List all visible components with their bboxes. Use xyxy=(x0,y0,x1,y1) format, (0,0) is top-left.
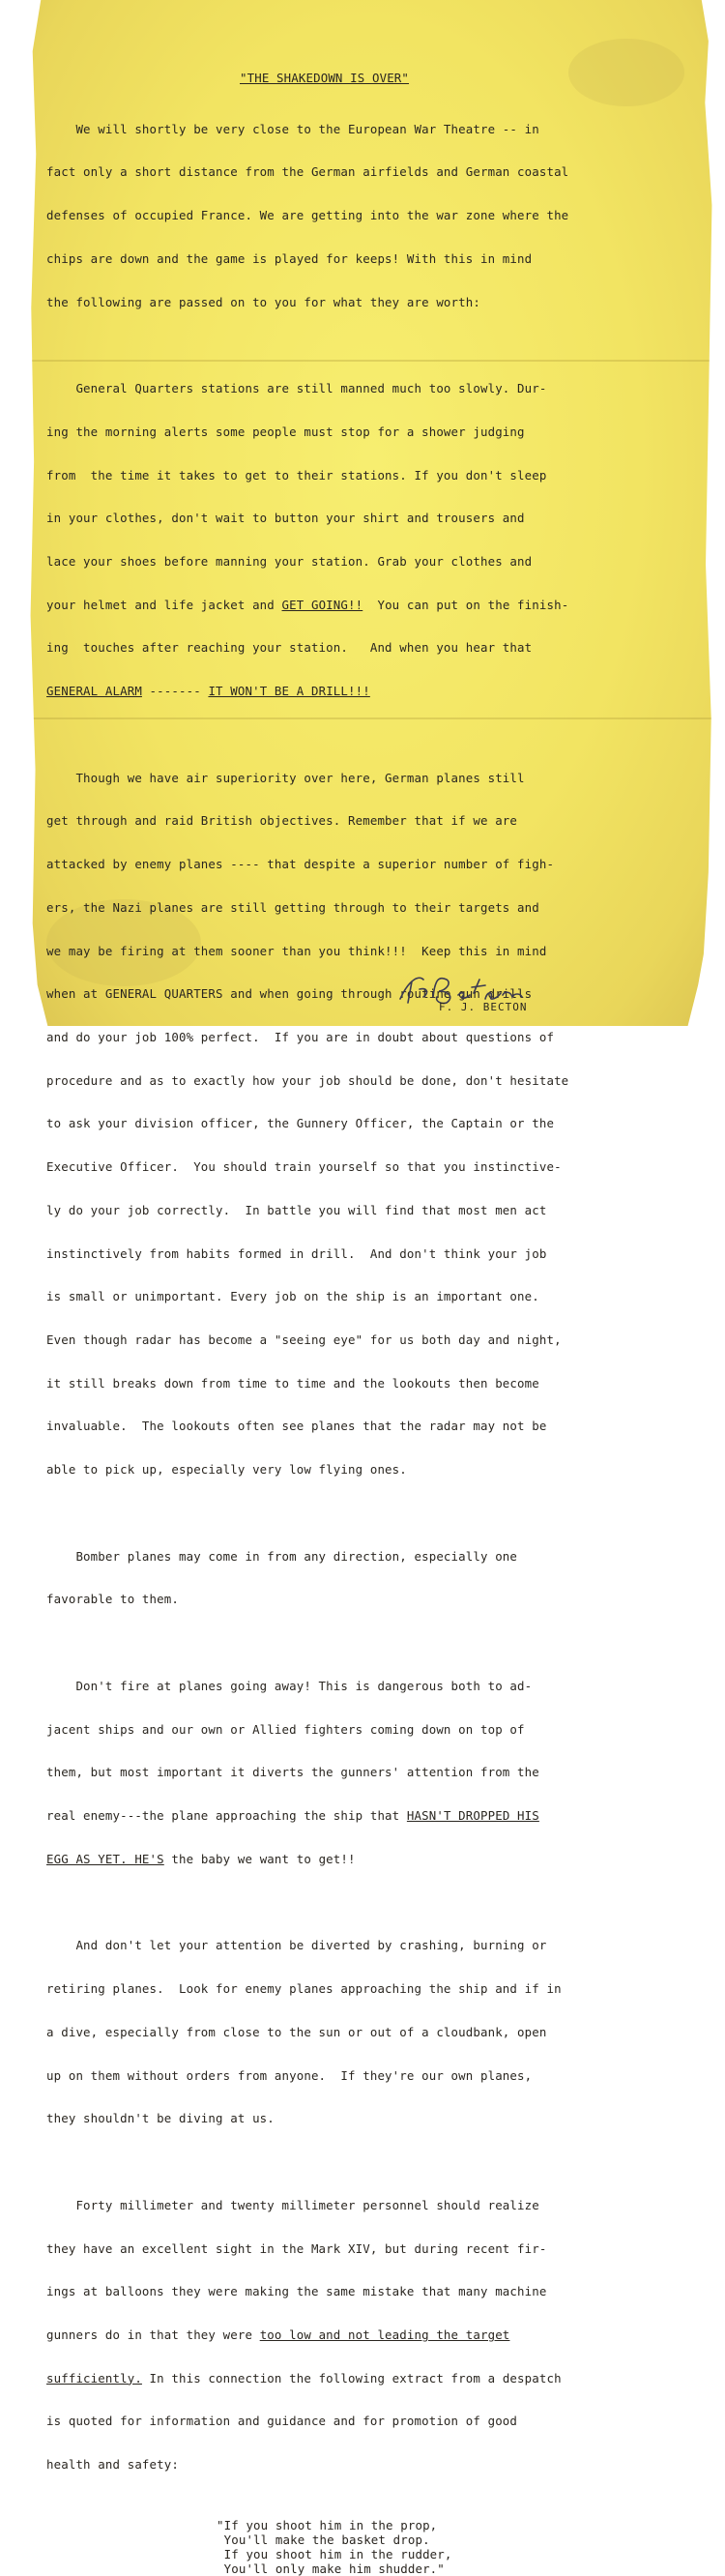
text-line: chips are down and the game is played for keeps! With this in mind xyxy=(46,250,533,266)
paragraph-dont-fire xyxy=(46,1651,665,1895)
paragraph-general-quarters xyxy=(46,353,665,728)
text-line: Executive Officer. You should train yourself so that you instinctive- xyxy=(46,1159,562,1175)
text-line: is quoted for information and guidance and for promotion of good xyxy=(46,2414,518,2429)
signature-block xyxy=(391,970,584,1018)
text-line: in your clothes, don't wait to button your shirt and trousers and xyxy=(46,511,525,526)
text-line: your helmet and life jacket and GET GOING!! You can put on the finish- xyxy=(46,597,569,612)
text-line: they have an excellent sight in the Mark XIV, but during recent fir- xyxy=(46,2240,547,2256)
text-line: GENERAL ALARM ------- IT WON'T BE A DRILL!!! xyxy=(46,684,370,699)
text-line: We will shortly be very close to the European War Theatre -- in xyxy=(46,121,539,136)
text-line: sufficiently. In this connection the following extract from a despatch xyxy=(46,2370,562,2386)
text-line: they shouldn't be diving at us. xyxy=(46,2111,275,2126)
text-line: favorable to them. xyxy=(46,1592,179,1607)
text-line: a dive, especially from close to the sun or out of a cloudbank, open xyxy=(46,2024,547,2039)
text-line: EGG AS YET. HE'S the baby we want to get!! xyxy=(46,1851,356,1866)
text-line: health and safety: xyxy=(46,2457,179,2473)
text-line: General Quarters stations are still manned much too slowly. Dur- xyxy=(46,381,547,396)
text-line: to ask your division officer, the Gunnery Officer, the Captain or the xyxy=(46,1116,555,1131)
text-line: get through and raid British objectives. Remember that if we are xyxy=(46,813,518,829)
verse-line: If you shoot him in the rudder, xyxy=(217,2546,452,2561)
text-line: able to pick up, especially very low flying ones. xyxy=(46,1462,407,1478)
text-line: ing touches after reaching your station. And when you hear that xyxy=(46,640,533,656)
text-line: Bomber planes may come in from any direction, especially one xyxy=(46,1548,518,1564)
text-line: from the time it takes to get to their stations. If you don't sleep xyxy=(46,467,547,483)
text-line: them, but most important it diverts the gunners' attention from the xyxy=(46,1765,539,1780)
text-line: defenses of occupied France. We are getting into the war zone where the xyxy=(46,208,569,223)
text-line: attacked by enemy planes ---- that despite a superior number of figh- xyxy=(46,857,555,872)
paragraph-attention xyxy=(46,1911,665,2155)
paragraph-intro xyxy=(46,94,665,338)
text-line: invaluable. The lookouts often see planes that the radar may not be xyxy=(46,1419,547,1434)
quoted-verse xyxy=(217,2519,665,2576)
text-line: we may be firing at them sooner than you think!!! Keep this in mind xyxy=(46,943,547,958)
verse-line: You'll make the basket drop. xyxy=(217,2532,430,2547)
text-line: ly do your job correctly. In battle you will find that most men act xyxy=(46,1202,547,1217)
text-line: Forty millimeter and twenty millimeter personnel should realize xyxy=(46,2197,539,2212)
text-line: instinctively from habits formed in drill. And don't think your job xyxy=(46,1245,547,1261)
text-line: jacent ships and our own or Allied fighters coming down on top of xyxy=(46,1721,525,1737)
text-line: ing the morning alerts some people must stop for a shower judging xyxy=(46,424,525,439)
text-line: when at GENERAL QUARTERS and when going through routine gun drills xyxy=(46,986,533,1002)
text-line: and do your job 100% perfect. If you are in doubt about questions of xyxy=(46,1030,555,1044)
text-line: Though we have air superiority over here, German planes still xyxy=(46,770,525,785)
text-line: lace your shoes before manning your station. Grab your clothes and xyxy=(46,554,533,569)
text-line: Even though radar has become a "seeing eye" for us both day and night, xyxy=(46,1332,562,1348)
memo-body xyxy=(46,72,665,2576)
text-line: gunners do in that they were too low and not leading the target xyxy=(46,2327,510,2342)
memo-title: "THE SHAKEDOWN IS OVER" xyxy=(240,71,410,85)
paragraph-bomber-planes xyxy=(46,1521,665,1636)
paragraph-mark-xiv xyxy=(46,2170,665,2502)
paragraph-air-superiority xyxy=(46,743,665,1507)
text-line: up on them without orders from anyone. If they're our own planes, xyxy=(46,2067,533,2083)
text-line: ers, the Nazi planes are still getting through to their targets and xyxy=(46,899,539,915)
text-line: is small or unimportant. Every job on the ship is an important one. xyxy=(46,1289,539,1304)
text-line: procedure and as to exactly how your job should be done, don't hesitate xyxy=(46,1072,569,1088)
verse-line: You'll only make him shudder." xyxy=(217,2561,445,2576)
text-line: Don't fire at planes going away! This is dangerous both to ad- xyxy=(46,1678,533,1693)
text-line: And don't let your attention be diverted by crashing, burning or xyxy=(46,1938,547,1953)
text-line: ings at balloons they were making the same mistake that many machine xyxy=(46,2284,547,2299)
text-line: it still breaks down from time to time and the lookouts then become xyxy=(46,1375,539,1390)
typed-signature-name: F. J. BECTON xyxy=(439,1001,528,1013)
text-line: retiring planes. Look for enemy planes approaching the ship and if in xyxy=(46,1981,562,1997)
text-line: fact only a short distance from the German airfields and German coastal xyxy=(46,164,569,180)
text-line: the following are passed on to you for what they are worth: xyxy=(46,294,480,309)
verse-line: "If you shoot him in the prop, xyxy=(217,2517,438,2532)
text-line: real enemy---the plane approaching the ship that HASN'T DROPPED HIS xyxy=(46,1808,539,1824)
